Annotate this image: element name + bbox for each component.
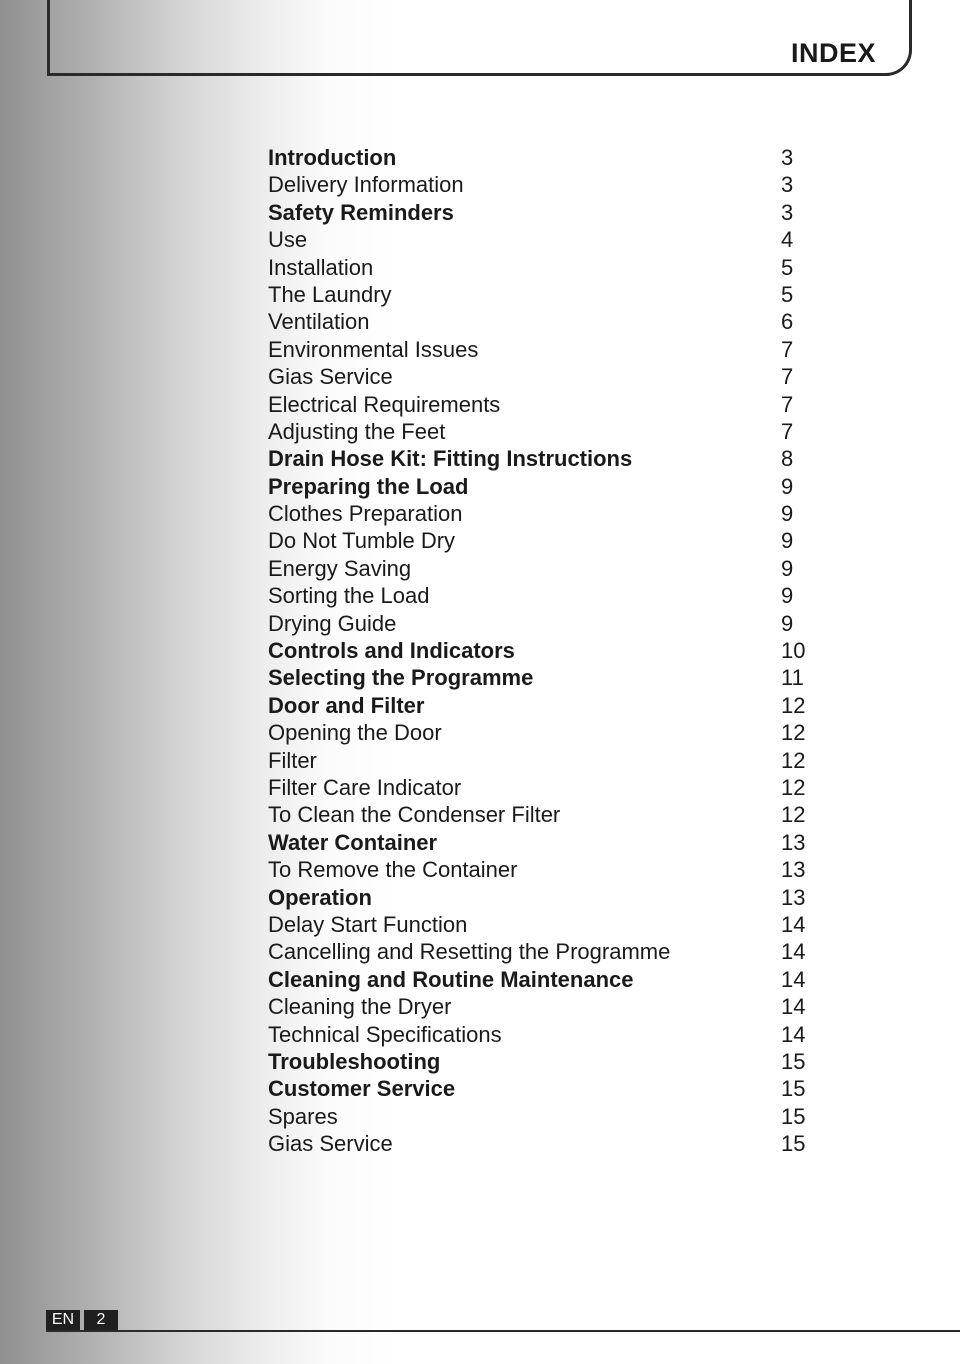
toc-entry	[268, 363, 813, 390]
toc-entry	[268, 445, 813, 472]
toc-entry-page: 8	[781, 446, 794, 472]
toc-entry	[268, 719, 813, 746]
toc-entry-title: Door and Filter	[268, 692, 425, 718]
toc-entry	[268, 664, 813, 691]
toc-entry-page: 7	[781, 364, 794, 390]
toc-entry-title: Delivery Information	[268, 172, 464, 198]
toc-entry-title: Filter Care Indicator	[268, 774, 462, 800]
toc-entry-title: To Remove the Container	[268, 857, 518, 883]
toc-entry-page: 14	[781, 911, 806, 937]
toc-entry-title: Energy Saving	[268, 555, 412, 581]
toc-entry-title: Drying Guide	[268, 610, 397, 636]
toc-entry-title: Filter	[268, 747, 317, 773]
toc-entry-page: 7	[781, 391, 794, 417]
toc-entry-title: Drain Hose Kit: Fitting Instructions	[268, 446, 633, 472]
toc-entry-title: Safety Reminders	[268, 199, 454, 225]
toc-entry	[268, 774, 813, 801]
toc-entry-title: Controls and Indicators	[268, 638, 515, 664]
toc-entry-title: Cleaning and Routine Maintenance	[268, 966, 634, 992]
toc-entry	[268, 1103, 813, 1130]
toc-entry-page: 12	[781, 692, 806, 718]
page-title: INDEX	[790, 38, 876, 68]
toc-entry-page: 9	[781, 501, 794, 527]
toc-entry	[268, 747, 813, 774]
toc-entry	[268, 336, 813, 363]
toc-entry-page: 3	[781, 199, 794, 225]
toc-entry	[268, 829, 813, 856]
toc-entry-page: 15	[781, 1076, 806, 1102]
table-of-contents	[268, 144, 813, 1157]
toc-entry-page: 5	[781, 281, 794, 307]
toc-entry-page: 9	[781, 528, 794, 554]
toc-entry-title: Ventilation	[268, 309, 370, 335]
toc-entry-page: 14	[781, 966, 806, 992]
toc-entry	[268, 527, 813, 554]
toc-entry	[268, 856, 813, 883]
toc-entry-page: 11	[781, 665, 804, 691]
toc-entry	[268, 692, 813, 719]
toc-entry-title: Use	[268, 227, 308, 253]
toc-entry-title: Environmental Issues	[268, 336, 479, 362]
toc-entry-page: 9	[781, 610, 794, 636]
footer-divider	[46, 1330, 960, 1332]
toc-entry-page: 12	[781, 802, 806, 828]
toc-entry	[268, 1021, 813, 1048]
toc-entry	[268, 418, 813, 445]
toc-entry-page: 13	[781, 829, 806, 855]
toc-entry-page: 7	[781, 418, 794, 444]
toc-entry	[268, 226, 813, 253]
page-number-badge: 2	[84, 1310, 118, 1330]
toc-entry	[268, 610, 813, 637]
toc-entry-title: Preparing the Load	[268, 473, 469, 499]
header-frame	[47, 0, 912, 76]
toc-entry	[268, 473, 813, 500]
toc-entry-page: 13	[781, 884, 806, 910]
toc-entry-title: Clothes Preparation	[268, 501, 463, 527]
toc-entry-title: Technical Specifications	[268, 1021, 502, 1047]
toc-entry-page: 3	[781, 145, 794, 170]
toc-entry	[268, 391, 813, 418]
toc-entry-page: 15	[781, 1048, 806, 1074]
toc-entry-page: 13	[781, 857, 806, 883]
toc-entry-title: Opening the Door	[268, 720, 442, 746]
toc-entry	[268, 801, 813, 828]
toc-entry-title: Do Not Tumble Dry	[268, 528, 456, 554]
toc-entry-page: 7	[781, 336, 794, 362]
toc-entry-page: 14	[781, 994, 806, 1020]
toc-entry-title: Spares	[268, 1103, 338, 1129]
toc-entry-page: 12	[781, 720, 806, 746]
toc-entry	[268, 582, 813, 609]
toc-entry-title: Gias Service	[268, 1131, 393, 1157]
language-badge: EN	[46, 1310, 80, 1330]
toc-entry-page: 4	[781, 227, 794, 253]
toc-entry-title: Delay Start Function	[268, 911, 468, 937]
toc-entry	[268, 1048, 813, 1075]
toc-entry-page: 15	[781, 1103, 806, 1129]
toc-entry	[268, 911, 813, 938]
toc-entry	[268, 1130, 813, 1157]
toc-entry-page: 14	[781, 1021, 806, 1047]
toc-entry-title: Water Container	[268, 829, 438, 855]
toc-entry	[268, 966, 813, 993]
toc-entry-page: 14	[781, 939, 806, 965]
toc-entry-title: The Laundry	[268, 281, 392, 307]
toc-entry-title: Troubleshooting	[268, 1048, 441, 1074]
toc-entry-page: 9	[781, 555, 794, 581]
toc-entry	[268, 144, 813, 171]
toc-entry-title: Gias Service	[268, 364, 393, 390]
toc-entry-page: 6	[781, 309, 794, 335]
toc-entry	[268, 884, 813, 911]
toc-entry	[268, 500, 813, 527]
toc-entry-page: 12	[781, 774, 806, 800]
toc-entry-page: 10	[781, 638, 806, 664]
toc-entry-title: Cancelling and Resetting the Programme	[268, 939, 671, 965]
toc-entry	[268, 171, 813, 198]
toc-entry	[268, 993, 813, 1020]
toc-entry-page: 12	[781, 747, 806, 773]
toc-entry-title: Operation	[268, 884, 372, 910]
toc-entry-page: 9	[781, 473, 794, 499]
toc-entry	[268, 1075, 813, 1102]
toc-entry-title: Introduction	[268, 145, 397, 170]
toc-entry-title: Electrical Requirements	[268, 391, 501, 417]
toc-entry	[268, 254, 813, 281]
toc-entry-page: 9	[781, 583, 794, 609]
toc-entry	[268, 555, 813, 582]
toc-entry-page: 15	[781, 1131, 806, 1157]
toc-entry	[268, 308, 813, 335]
toc-entry	[268, 938, 813, 965]
toc-entry-page: 5	[781, 254, 794, 280]
toc-entry-title: Customer Service	[268, 1076, 456, 1102]
toc-entry-title: Cleaning the Dryer	[268, 994, 452, 1020]
toc-entry-title: Sorting the Load	[268, 583, 430, 609]
toc-entry	[268, 199, 813, 226]
toc-entry	[268, 637, 813, 664]
toc-entry-page: 3	[781, 172, 794, 198]
toc-entry-title: Selecting the Programme	[268, 665, 534, 691]
toc-entry-title: Installation	[268, 254, 374, 280]
toc-entry-title: To Clean the Condenser Filter	[268, 802, 561, 828]
toc-entry-title: Adjusting the Feet	[268, 418, 446, 444]
toc-entry	[268, 281, 813, 308]
